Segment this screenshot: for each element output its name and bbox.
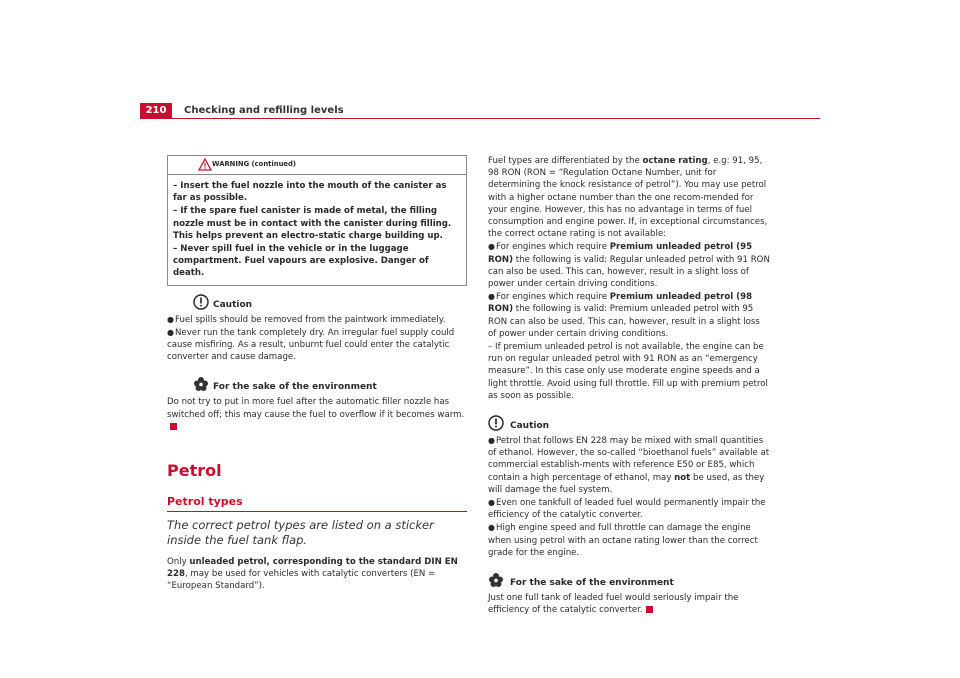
subheading-petrol-types: Petrol types [167, 495, 243, 509]
environment-heading [167, 376, 467, 396]
warning-triangle-icon [198, 158, 212, 171]
end-marker [170, 423, 177, 430]
octane-bullet: ●For engines which require Premium unleaded petrol (95 RON) the following is valid: Regular unleaded petrol with 91 RON can also be used. This can, however, result in a slight loss of power under certain driving conditions. [488, 242, 770, 290]
octane-bullet: ●For engines which require Premium unleaded petrol (98 RON) the following is valid: Premium unleaded petrol with 95 RON can also be used. This can, however, result in a slight loss of power under certain driving conditions. [488, 292, 760, 339]
caution-item: ●Fuel spills should be removed from the paintwork immediately. [167, 314, 446, 325]
caution-title: Caution [510, 421, 550, 432]
caution-item: ●Petrol that follows EN 228 may be mixed with small quantities of ethanol. However, the so-called “bioethanol fuels” available at commercial establish-ments with reference E50 or E85, which contain a high percentage of ethanol, may not be used, as they will damage the fuel system. [488, 436, 770, 495]
caution-icon [488, 415, 504, 431]
caution-heading [167, 294, 467, 314]
caution-item: ●Never run the tank completely dry. An irregular fuel supply could cause misfiring. As a result, unburnt fuel could enter the catalytic converter and cause damage. [167, 327, 455, 363]
environment-heading [488, 572, 770, 592]
flower-icon [488, 572, 504, 588]
caution-heading [488, 415, 770, 435]
warning-item: – Never spill fuel in the vehicle or in the luggage compartment. Fuel vapours are explosive. Danger of death. [173, 244, 429, 279]
end-marker [646, 606, 653, 613]
warning-item: – Insert the fuel nozzle into the mouth of the canister as far as possible. [173, 181, 447, 204]
environment-title: For the sake of the environment [510, 578, 674, 589]
warning-header [168, 156, 466, 175]
flower-icon [193, 376, 209, 392]
header-rule [140, 118, 820, 119]
environment-text: Do not try to put in more fuel after the automatic filler nozzle has switched off; this may cause the fuel to overflow if it becomes warm. [167, 396, 467, 433]
caution-icon [193, 294, 209, 310]
lead-text: The correct petrol types are listed on a sticker inside the fuel tank flap. [167, 518, 434, 548]
caution-title: Caution [213, 299, 253, 310]
environment-text: Just one full tank of leaded fuel would seriously impair the efficiency of the catalytic converter. [488, 593, 739, 616]
warning-item: – If the spare fuel canister is made of metal, the filling nozzle must be in contact with the canister during filling. This helps prevent an electro-static charge building up. [173, 206, 452, 241]
environment-title: For the sake of the environment [213, 382, 377, 393]
octane-dash-item: – If premium unleaded petrol is not available, the engine can be run on regular unleaded petrol with 91 RON as an “emergency measure”. In this case only use moderate engine speeds and a light throttle. Avoid using full throttle. Fill up with premium petrol as soon as possible. [488, 342, 768, 401]
warning-box [167, 155, 467, 286]
page-header [140, 103, 820, 119]
octane-paragraph: Fuel types are differentiated by the octane rating, e.g: 91, 95, 98 RON (RON = “Regulation Octane Number, unit for determining the knock resistance of petrol”). You may use petrol with a higher octane number than the one recom-mended for your engine. However, this has no advantage in terms of fuel consumption and engine power. If, in exceptional circumstances, the correct octane rating is not available: [488, 156, 768, 240]
petrol-paragraph: Only unleaded petrol, corresponding to the standard DIN EN 228, may be used for vehicles with catalytic converters (EN = “European Standard”). [167, 557, 458, 592]
warning-body [168, 175, 466, 280]
warning-title: WARNING (continued) [212, 160, 297, 168]
chapter-title: Checking and refilling levels [184, 105, 344, 116]
subheading-rule [167, 511, 467, 512]
left-column [167, 155, 467, 594]
caution-item: ●Even one tankfull of leaded fuel would permanently impair the efficiency of the catalytic converter. [488, 498, 766, 521]
section-heading-petrol: Petrol [167, 461, 222, 481]
right-column [488, 155, 770, 618]
page-number: 210 [140, 103, 172, 119]
caution-item: ●High engine speed and full throttle can damage the engine when using petrol with an octane rating lower than the correct grade for the engine. [488, 523, 758, 558]
